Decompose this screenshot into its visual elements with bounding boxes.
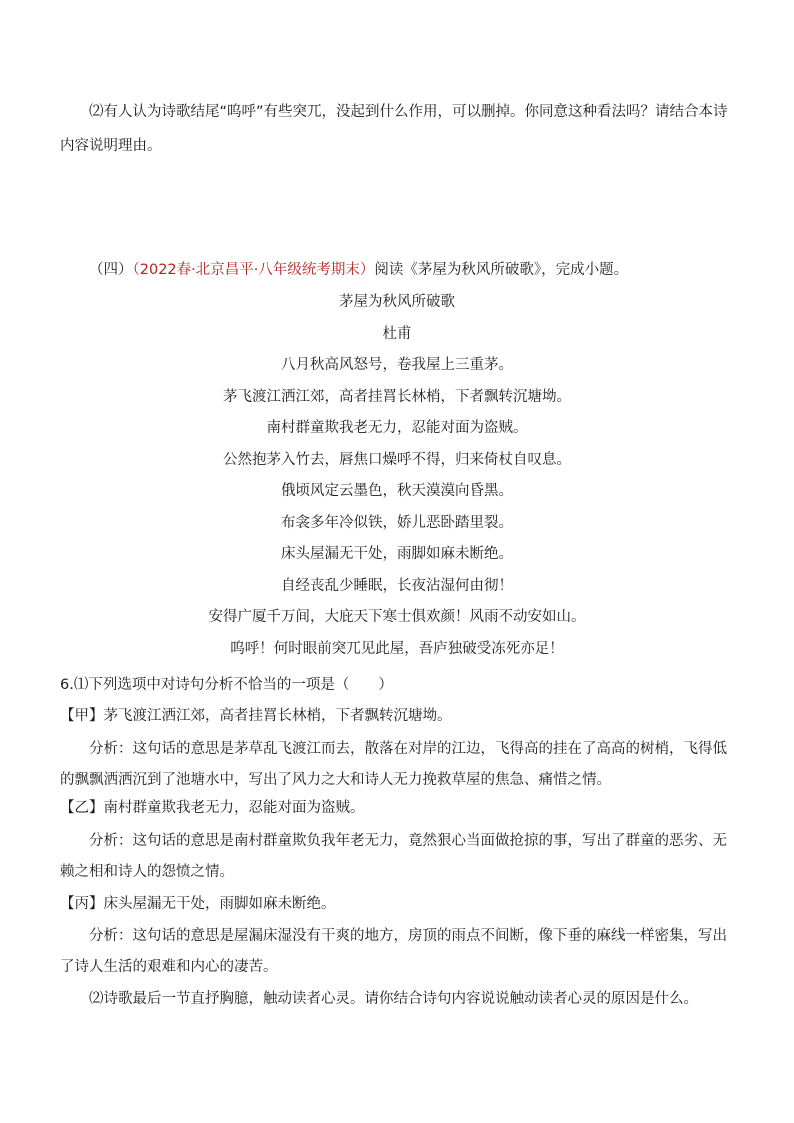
poem-line: 八月秋高风怒号，卷我屋上三重茅。 [281, 357, 513, 373]
poem-line: 俄顷风定云墨色，秋天漠漠向昏黑。 [281, 483, 513, 499]
poem-author: 杜甫 [382, 325, 412, 342]
option-quote: 床头屋漏无干处，雨脚如麻未断绝。 [103, 896, 336, 912]
option-label: 【乙】 [60, 800, 104, 816]
section-instruction: 阅读《茅屋为秋风所破歌》，完成小题。 [374, 262, 629, 278]
poem [0, 287, 794, 665]
poem-line: 布衾多年冷似铁，娇儿恶卧踏里裂。 [281, 514, 513, 531]
poem-line: 床头屋漏无干处，雨脚如麻未断绝。 [281, 546, 513, 562]
section-4-heading [60, 258, 740, 282]
option-quote: 茅飞渡江洒江郊，高者挂罥长林梢，下者飘转沉塘坳。 [103, 708, 452, 724]
poem-line: 公然抱茅入竹去，唇焦口燥呼不得，归来倚杖自叹息。 [223, 451, 571, 468]
option-bing-quote [60, 892, 740, 916]
option-jia-analysis: 分析：这句话的意思是茅草乱飞渡江而去，散落在对岸的江边，飞得高的挂在了高高的树梢，飞得低的飘飘洒洒沉到了池塘水中，写出了风力之大和诗人无力挽救草屋的焦急、痛惜之情。 [60, 741, 727, 788]
poem-line: 安得广厦千万间，大庇天下寒士俱欢颜！风雨不动安如山。 [208, 609, 586, 625]
option-yi-analysis: 分析：这句话的意思是南村群童欺负我年老无力，竟然狠心当面做抢掠的事，写出了群童的恶劣、无赖之相和诗人的怨愤之情。 [60, 833, 727, 880]
source-citation: （2022春·北京昌平·八年级统考期末） [132, 262, 375, 278]
poem-title: 茅屋为秋风所破歌 [339, 294, 455, 310]
question-6-stem: 6.⑴下列选项中对诗句分析不恰当的一项是（ ） [60, 677, 393, 693]
poem-line: 呜呼！何时眼前突兀见此屋，吾庐独破受冻死亦足！ [230, 640, 564, 657]
option-label: 【丙】 [60, 896, 104, 912]
option-yi-quote [60, 796, 740, 820]
poem-line: 茅飞渡江洒江郊，高者挂罥长林梢，下者飘转沉塘坳。 [223, 388, 571, 405]
option-label: 【甲】 [60, 708, 104, 724]
poem-line: 南村群童欺我老无力，忍能对面为盗贼。 [266, 420, 528, 436]
option-jia-quote [60, 704, 740, 728]
option-bing-analysis: 分析：这句话的意思是屋漏床湿没有干爽的地方，房顶的雨点不间断，像下垂的麻线一样密集，写出了诗人生活的艰难和内心的凄苦。 [60, 928, 727, 975]
question-5-2: ⑵有人认为诗歌结尾“呜呼”有些突兀，没起到什么作用，可以删掉。你同意这种看法吗？请结合本诗内容说明理由。 [60, 104, 728, 154]
option-quote: 南村群童欺我老无力，忍能对面为盗贼。 [103, 800, 365, 816]
section-number: （四） [89, 262, 133, 278]
question-6-2: ⑵诗歌最后一节直抒胸臆，触动读者心灵。请你结合诗句内容说说触动读者心灵的原因是什么。 [89, 991, 698, 1007]
poem-line: 自经丧乱少睡眠，长夜沾湿何由彻！ [281, 577, 513, 594]
